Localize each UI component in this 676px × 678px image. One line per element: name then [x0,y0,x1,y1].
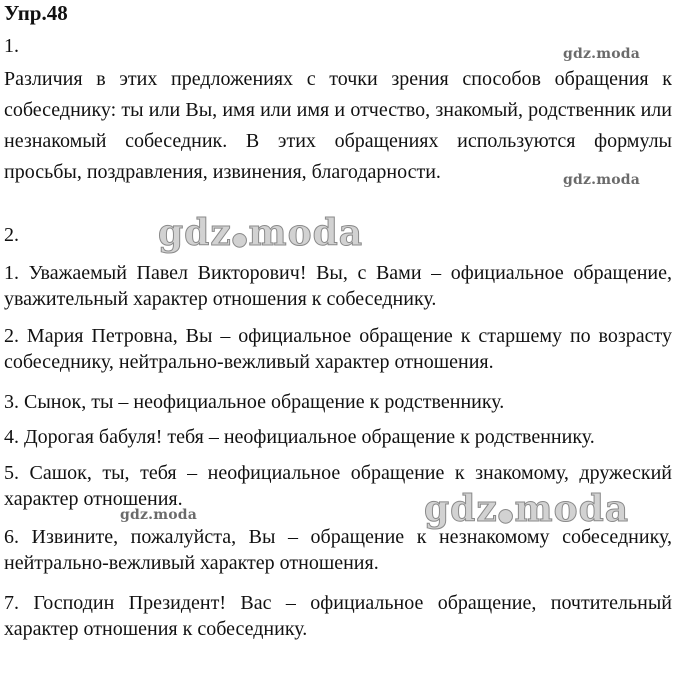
list-item-3: 3. Сынок, ты – неофициальное обращение к родственнику. [4,391,505,413]
list-item-2: 2. Мария Петровна, Вы – официальное обращение к старшему по возрасту собеседнику, нейтрально-вежливый характер отношения. [4,325,672,373]
list-item-1: 1. Уважаемый Павел Викторович! Вы, с Вами – официальное обращение, уважительный характер отношения к собеседнику. [4,262,672,310]
section-1-text: Различия в этих предложениях с точки зрения способов обращения к собеседнику: ты или Вы, имя или имя и отчество, знакомый, родственник или незнакомый собеседник. В этих обращениях используются формулы просьбы, поздравления, извинения, благодарности. [4,68,672,183]
list-item-5: 5. Сашок, ты, тебя – неофициальное обращение к знакомому, дружеский характер отношения. [4,462,672,510]
watermark-small-1: gdz.moda [563,46,641,62]
watermark-big-2-right: moda [514,488,630,530]
list-item-7: 7. Господин Президент! Вас – официальное обращение, почтительный характер отношения к собеседнику. [4,592,672,640]
section-2-number: 2. [4,224,19,246]
list-item-6: 6. Извините, пожалуйста, Вы – обращение к незнакомому собеседнику, нейтрально-вежливый характер отношения. [4,526,672,574]
watermark-big-1: gdz●moda [158,212,364,254]
watermark-big-2-left: gdz [424,488,498,530]
list-item-4: 4. Дорогая бабуля! тебя – неофициальное обращение к родственнику. [4,426,595,448]
watermark-small-3: gdz.moda [120,507,198,523]
section-1-number: 1. [4,35,19,57]
watermark-big-1-right: moda [248,212,364,254]
watermark-big-1-left: gdz [158,212,232,254]
exercise-title: Упр.48 [4,1,68,25]
watermark-big-2: gdz●moda [424,488,630,530]
watermark-small-2: gdz.moda [563,172,641,188]
